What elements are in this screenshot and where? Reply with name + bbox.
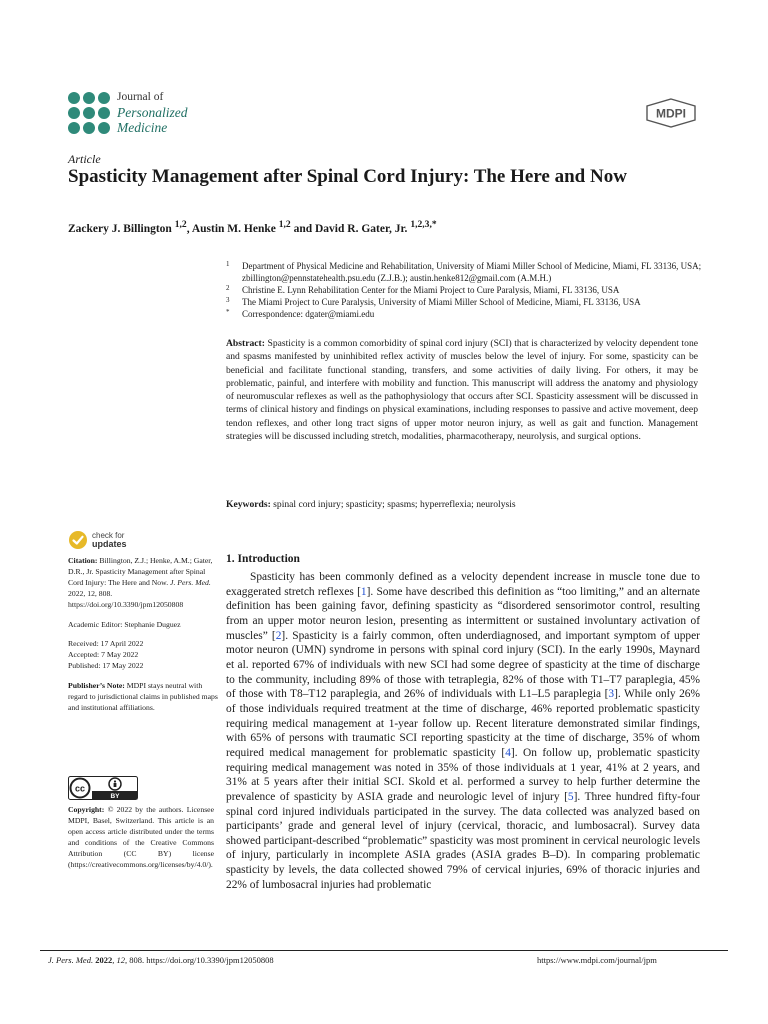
intro-text: ]. Some have described this definition as “too limiting,” and an alternate definition has been gaining favor, defining spasticity as “disordered sensorimotor control, resulting from an upper motor neuron lesion, presenting as intermittent or sustained involuntary activation of muscles” [ [226, 585, 700, 642]
author-separator: , [186, 222, 192, 235]
affiliations [226, 261, 706, 321]
journal-logo-icon [68, 92, 110, 134]
footer-journal-url[interactable]: https://www.mdpi.com/journal/jpm [537, 955, 657, 965]
journal-name-line3: Medicine [117, 120, 168, 135]
affiliation-item [226, 309, 706, 321]
affiliation-number: * [226, 307, 230, 316]
affiliation-number: 2 [226, 283, 230, 292]
abstract-label: Abstract: [226, 338, 265, 349]
affiliation-item [226, 261, 706, 284]
author-separator: and [290, 222, 315, 235]
footer-volume: 12 [116, 955, 125, 965]
keywords-text: spinal cord injury; spasticity; spasms; hyperreflexia; neurolysis [273, 499, 516, 510]
intro-text: ]. While only 26% of those individuals required treatment at the time of discharge, 46% reported problematic spasticity requiring medical management at 1-year follow up. Recent literature demonstrated similar findings, with 65% of persons with traumatic SCI reporting spasticity at the time of discharge, 35% of whom required medical management for problematic spasticity [ [226, 688, 700, 759]
received-date: Received: 17 April 2022 [68, 639, 144, 649]
citation-doi[interactable]: 2022, 12, 808. https://doi.org/10.3390/jpm12050808 [68, 588, 184, 609]
copyright-label: Copyright: [68, 805, 105, 814]
intro-text: ]. On follow up, problematic spasticity requiring medical management was noted in 35% of those individuals at 1 year, 41% at 2 years, and 31% at 5 years after their initial SCI. Skold et al. performed a survey to help further determine the prevalence of spasticity by ASIA grade and neurologic level of injury [ [226, 746, 700, 803]
check-updates-icon [68, 530, 88, 550]
author-affil-sup: 1,2 [174, 219, 187, 230]
publisher-note-text: MDPI stays neutral with regard to jurisdictional claims in published maps and institutional affiliations. [68, 681, 218, 712]
footer-sep: , [112, 955, 117, 965]
keywords-label: Keywords: [226, 499, 271, 510]
citation-label: Citation: [68, 556, 98, 565]
affiliation-text: Christine E. Lynn Rehabilitation Center for the Miami Project to Cure Paralysis, Miami, FL 33136, USA [242, 284, 620, 295]
citation-link[interactable]: 4 [505, 746, 511, 759]
published-date: Published: 17 May 2022 [68, 661, 144, 671]
intro-text: Spasticity has been commonly defined as a velocity dependent increase in muscle tone due to exaggerated stretch reflexes [ [226, 571, 700, 598]
section-heading: 1. Introduction [226, 553, 300, 565]
author-name[interactable]: David R. Gater, Jr. [315, 222, 408, 235]
journal-name-line2: Personalized [117, 105, 188, 120]
intro-text: ]. Spasticity is a fairly common, often underdiagnosed, and important symptom of upper motor neuron (UMN) syndrome in persons with spinal cord injury (SCI). In the early 1990s, Maynard et al. reported 67% of individuals with new SCI had some degree of spasticity at the time of discharge to the community, including 89% of those with tetraplegia, 82% of those with T1–T7 paraplegia, 45% of those with T8–T12 paraplegia, and 26% of individuals with L1–L5 paraplegia [ [226, 629, 700, 701]
publisher-note [68, 681, 218, 714]
introduction-paragraph [226, 570, 700, 892]
citation-text: Billington, Z.J.; Henke, A.M.; Gater, D.R., Jr. Spasticity Management after Spinal Cord Injury: The Here and Now. [68, 556, 213, 587]
citation-journal: J. Pers. Med. [170, 577, 211, 587]
author-name[interactable]: Austin M. Henke [191, 222, 276, 235]
copyright-text: © 2022 by the authors. Licensee MDPI, Basel, Switzerland. This article is an open access article distributed under the terms and conditions of the Creative Commons Attribution (CC BY) license (https://creativecommons.org/licenses/by/4.0/). [68, 805, 215, 869]
intro-text: ]. Three hundred fifty-four spinal cord injured individuals participated in the survey. The data collected was analyzed based on participants’ grade and general level of injury (cervical, thoracic, and lumbosacral). Survey data showed participant-described “problematic” spasticity was most prominent in cervical neurologic levels of injury, particularly in incomplete ASIA grades (ASIA grades B–D). In comparing problematic spasticity by levels, the data collected showed 79% of cervical injuries, 69% of thoracic injuries and 22% of lumbosacral injuries had problematic [226, 790, 700, 891]
citation-link[interactable]: 2 [275, 629, 282, 642]
affiliation-text: Correspondence: dgater@miami.edu [242, 308, 375, 319]
journal-name [117, 90, 188, 135]
academic-editor: Academic Editor: Stephanie Duguez [68, 619, 181, 629]
copyright-block [68, 805, 214, 870]
author-affil-sup: 1,2 [278, 219, 291, 230]
accepted-date: Accepted: 7 May 2022 [68, 650, 139, 660]
author-name[interactable]: Zackery J. Billington [68, 222, 172, 235]
author-affil-sup: 1,2,3,* [410, 219, 437, 230]
mdpi-logo [645, 98, 697, 133]
abstract [226, 337, 698, 443]
journal-name-line1: Journal of [117, 91, 164, 103]
article-info-sidebar [68, 556, 218, 723]
keywords [226, 498, 698, 511]
publisher-note-label: Publisher’s Note: [68, 681, 125, 691]
abstract-text: Spasticity is a common comorbidity of spinal cord injury (SCI) that is characterized by velocity dependent tone and spasms manifested by uninhibited reflex activity of muscles below the level of injury. For some, spasticity can be beneficial and facilitate functional standing, transfers, and some activities of daily living. For others, it may be problematic, painful, and interfere with mobility and function. This manuscript will address the anatomy and physiology of neuromuscular reflexes as well as the pathophysiology that occurs after SCI. Spasticity assessment will be discussed in terms of clinical history and findings on physical examinations, including responses to passive and active movement, deep tendon reflexes, and other long tract signs of upper motor neuron injury, as well as gait and function. Management strategies will be discussed including stretch, modalities, pharmacotherapy, neurolysis, and surgical options. [226, 338, 698, 443]
author-list [68, 219, 708, 235]
dates-block [68, 639, 218, 672]
affiliation-number: 1 [226, 260, 230, 268]
article-title: Spasticity Management after Spinal Cord Injury: The Here and Now [68, 166, 627, 187]
check-for-updates-button[interactable] [68, 530, 127, 550]
citation-link[interactable]: 3 [608, 688, 615, 701]
citation-link[interactable]: 1 [360, 585, 367, 598]
footer-journal: J. Pers. Med. [48, 955, 94, 965]
affiliation-item [226, 285, 706, 297]
cc-by-label: BY [110, 793, 120, 800]
svg-text:cc: cc [74, 783, 86, 794]
mdpi-logo-text: MDPI [656, 106, 686, 121]
affiliation-number: 3 [226, 295, 230, 304]
citation-link[interactable]: 5 [567, 790, 574, 803]
affiliation-item [226, 297, 706, 309]
cc-by-license-badge[interactable] [68, 776, 138, 805]
footer-year: 2022 [95, 955, 113, 965]
check-updates-line2: updates [92, 539, 127, 549]
footer-doi[interactable]: , 808. https://doi.org/10.3390/jpm12050808 [124, 955, 274, 965]
footer-citation [48, 955, 274, 965]
check-updates-line1: check for [92, 531, 125, 540]
footer-divider [40, 950, 728, 951]
affiliation-text: Department of Physical Medicine and Rehabilitation, University of Miami Miller School of Medicine, Miami, FL 33136, USA; zbillington@pennstatehealth.psu.edu (Z.J.B.); austin.henke812@gmail.com (A.M.H.) [242, 261, 702, 283]
citation-block [68, 556, 218, 611]
article-type: Article [68, 152, 101, 166]
affiliation-text: The Miami Project to Cure Paralysis, University of Miami Miller School of Medicine, Miami, FL 33136, USA [242, 296, 641, 307]
